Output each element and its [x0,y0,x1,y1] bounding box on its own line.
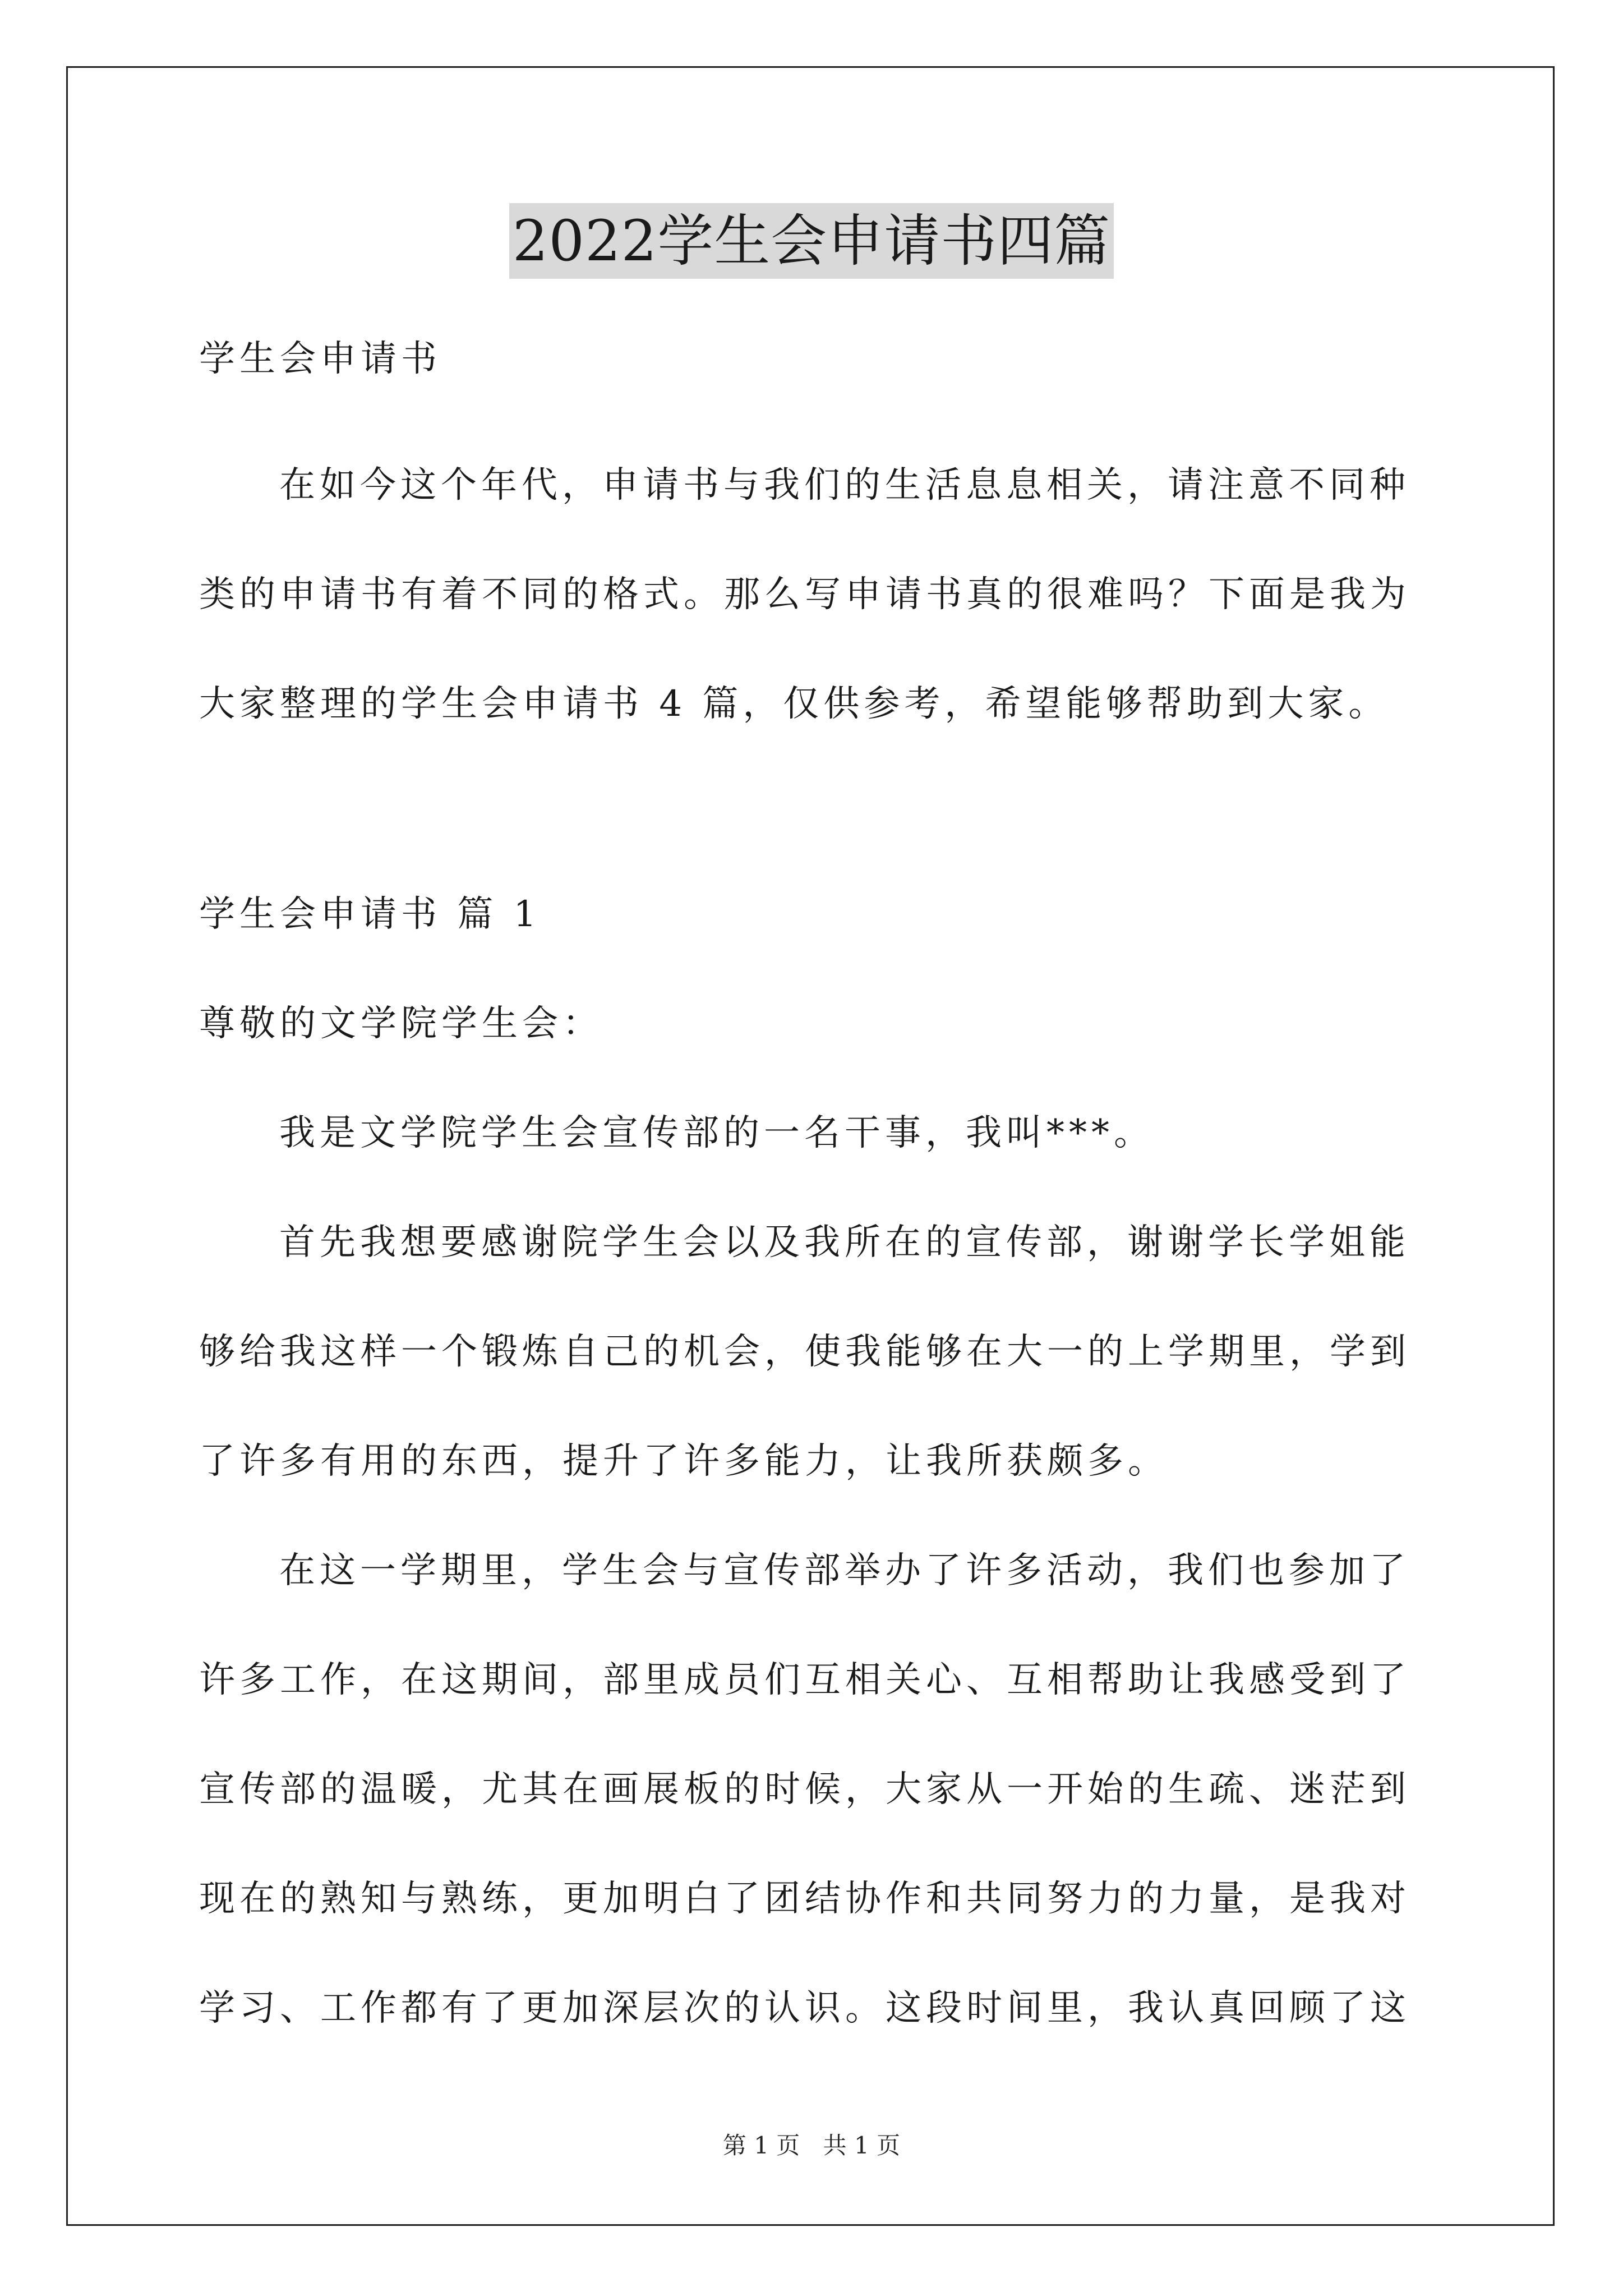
body-paragraph-line: 首先我想要感谢院学生会以及我所在的宣传部，谢谢学长学姐能 [279,1222,1410,1263]
salutation: 尊敬的文学院学生会： [199,1003,603,1045]
page-footer [0,2129,1623,2162]
body-paragraph-line: 许多工作，在这期间，部里成员们互相关心、互相帮助让我感受到了 [199,1659,1410,1701]
document-title: 2022学生会申请书四篇 [509,203,1114,279]
title-container [0,203,1623,279]
page-number: 第 1 页 [722,2132,800,2159]
page-total: 共 1 页 [823,2132,901,2159]
body-paragraph-line: 学习、工作都有了更加深层次的认识。这段时间里，我认真回顾了这 [199,1987,1410,2029]
section-heading: 学生会申请书 [199,338,441,380]
body-paragraph-line: 了许多有用的东西，提升了许多能力，让我所获颇多。 [199,1441,1168,1482]
intro-paragraph-line: 大家整理的学生会申请书 4 篇，仅供参考，希望能够帮助到大家。 [199,683,1389,725]
body-paragraph-line: 在这一学期里，学生会与宣传部举办了许多活动，我们也参加了 [279,1550,1410,1591]
body-paragraph-line: 现在的熟知与熟练，更加明白了团结协作和共同努力的力量，是我对 [199,1878,1410,1920]
body-paragraph-line: 我是文学院学生会宣传部的一名干事，我叫***。 [279,1112,1154,1154]
body-paragraph-line: 够给我这样一个锻炼自己的机会，使我能够在大一的上学期里，学到 [199,1331,1410,1373]
intro-paragraph-line: 类的申请书有着不同的格式。那么写申请书真的很难吗？下面是我为 [199,574,1410,615]
article-heading: 学生会申请书 篇 1 [199,894,541,935]
body-paragraph-line: 宣传部的温暖，尤其在画展板的时候，大家从一开始的生疏、迷茫到 [199,1769,1410,1810]
intro-paragraph-line: 在如今这个年代，申请书与我们的生活息息相关，请注意不同种 [279,464,1410,506]
